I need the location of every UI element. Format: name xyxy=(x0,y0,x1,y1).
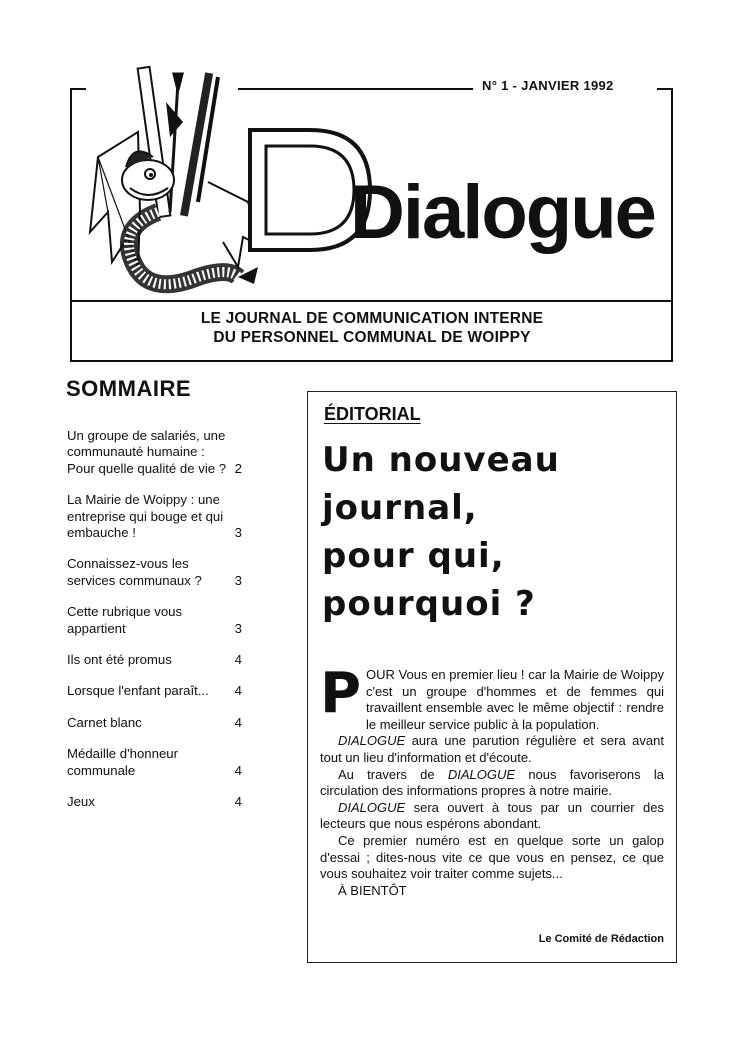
masthead-subtitle xyxy=(72,309,672,347)
toc-item xyxy=(67,652,257,668)
headline-line: Un nouveau xyxy=(322,440,560,480)
paragraph-5: Ce premier numéro est en quelque sorte un galop d'essai ; dites-nous vite ce que vous en pensez, ce que vous souhaitez voir traiter comme sujets... xyxy=(320,832,664,882)
toc-item-page: 4 xyxy=(234,714,242,730)
paragraph-1-text: OUR Vous en premier lieu ! car la Mairie de Woippy c'est un groupe d'hommes et de femmes qui travaillent ensemble avec le même objectif : rendre le meilleur service public à la population. xyxy=(366,667,664,732)
paragraph-2-text: aura une parution régulière et sera avant tout un lieu d'information et d'écoute. xyxy=(320,733,664,765)
sommaire-title: SOMMAIRE xyxy=(66,376,191,401)
paragraph-4 xyxy=(320,800,664,833)
editorial-body xyxy=(320,661,664,899)
paragraph-3 xyxy=(320,767,664,800)
paragraph-3-text-b: nous favoriserons la circulation des informations propres à notre mairie. xyxy=(320,766,664,799)
journal-name: DIALOGUE xyxy=(338,799,406,815)
masthead-bottom-border xyxy=(70,360,673,362)
editorial-headline xyxy=(322,436,662,628)
subtitle-line-2: DU PERSONNEL COMMUNAL DE WOIPPY xyxy=(213,329,531,346)
toc-item-page: 4 xyxy=(234,683,242,699)
editorial-signature: Le Comité de Rédaction xyxy=(538,933,664,945)
toc-item-text: Un groupe de salariés, une communauté humaine : Pour quelle qualité de vie ? xyxy=(67,428,227,476)
toc-item xyxy=(67,715,257,731)
paragraph-2 xyxy=(320,733,664,766)
journal-name: DIALOGUE xyxy=(338,733,406,749)
toc-item-text: Connaissez-vous les services communaux ? xyxy=(67,556,202,588)
toc-item-page: 3 xyxy=(234,572,242,588)
toc-item-text: La Mairie de Woippy : une entreprise qui bouge et qui embauche ! xyxy=(67,492,224,541)
paragraph-4-text: sera ouvert à tous par un courrier des lecteurs que nous espérons abondant. xyxy=(320,799,664,832)
toc-item xyxy=(67,428,257,477)
editorial-label: ÉDITORIAL xyxy=(324,404,421,424)
toc-item-text: Lorsque l'enfant paraît... xyxy=(67,683,209,699)
toc-item xyxy=(67,794,257,810)
toc-item xyxy=(67,492,257,541)
journal-name: DIALOGUE xyxy=(447,766,516,782)
headline-line: pourquoi ? xyxy=(322,584,536,624)
toc-item-page: 4 xyxy=(234,652,242,668)
paragraph-6: À BIENTÔT xyxy=(338,882,407,898)
subtitle-line-1: LE JOURNAL DE COMMUNICATION INTERNE xyxy=(200,310,544,327)
toc-item-page: 4 xyxy=(234,794,242,810)
toc-item xyxy=(67,556,257,589)
toc-item-page: 4 xyxy=(234,762,242,778)
paragraph-1 xyxy=(320,661,664,733)
toc-item-text: Médaille d'honneur communale xyxy=(67,746,179,778)
toc-item xyxy=(67,683,257,699)
drop-cap: P xyxy=(320,661,362,726)
paragraph-3-text-a: Au travers de xyxy=(338,766,448,782)
toc-item-page: 3 xyxy=(234,620,242,636)
headline-line: pour qui, xyxy=(322,536,505,576)
toc-item-text: Jeux xyxy=(67,794,95,810)
toc-item-text: Carnet blanc xyxy=(67,714,142,730)
toc-item xyxy=(67,746,257,779)
toc-item-text: Ils ont été promus xyxy=(67,652,172,668)
dialogue-logo xyxy=(230,120,670,260)
toc-item-page: 2 xyxy=(234,460,242,476)
logo-text: Dialogue xyxy=(350,170,655,255)
toc-item xyxy=(67,604,257,637)
toc-item-text: Cette rubrique vous appartient xyxy=(67,604,183,636)
issue-number: N° 1 - JANVIER 1992 xyxy=(482,78,614,93)
toc-item-page: 3 xyxy=(234,525,242,541)
table-of-contents xyxy=(67,428,257,826)
headline-line: journal, xyxy=(322,488,478,528)
